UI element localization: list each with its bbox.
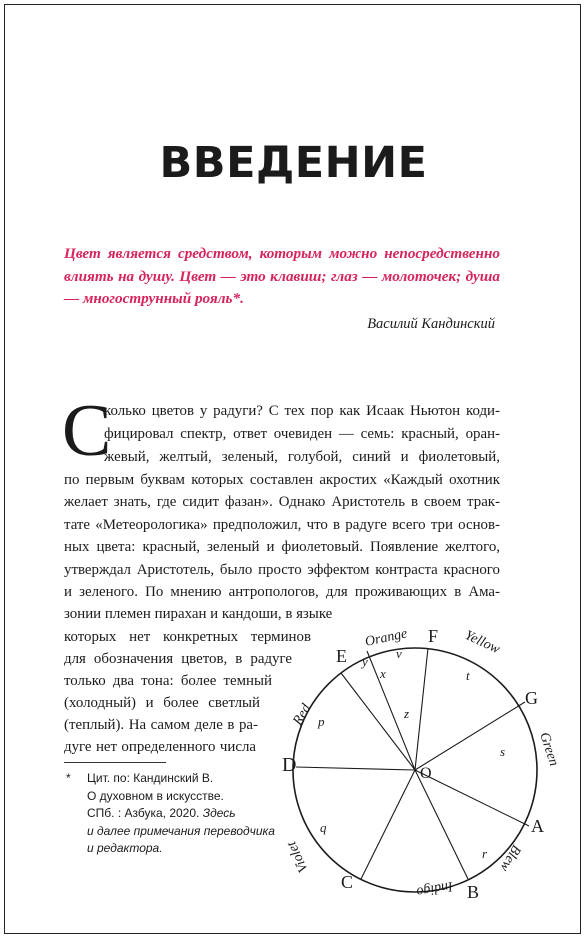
epigraph-quote: Цвет является средством, которым можно непосредственно влиять на душу. Цвет — это клавиш; глаз — молоточек; душа — многострунный рояль*. [64, 245, 500, 307]
drop-cap: С [62, 390, 112, 472]
footnote-mark: * [66, 771, 71, 785]
inner-label: v [396, 646, 402, 661]
radius-line [296, 767, 415, 770]
color-name: Indigo [415, 878, 454, 900]
footnote-line: Цит. по: Кандинский В. [87, 771, 214, 785]
point-label: G [525, 688, 538, 708]
body-line: ных цвета: красный, зеленый и фиолетовый. Появление желтого, [64, 539, 500, 555]
inner-label: z [404, 706, 410, 721]
inner-label: s [500, 744, 506, 759]
newton-color-wheel [268, 618, 568, 923]
body-line: фицировал спектр, ответ очевиден — семь: красный, оран- [104, 426, 500, 442]
footnote-italic: Здесь [202, 806, 236, 820]
footnote-line: О духовном в искусстве. [87, 788, 224, 803]
color-name: Orange [363, 626, 409, 650]
body-line: для обозначения цветов, в радуге [64, 651, 292, 667]
body-line: только два тона: более темный [64, 673, 272, 689]
body-line: и зеленого. По мнению антропологов, для проживающих в Ама- [64, 584, 500, 600]
color-name: Yellow [462, 628, 503, 658]
body-line: (теплый). На самом деле в ра- [64, 717, 258, 733]
inner-label: t [466, 668, 470, 683]
body-line: которых нет конкретных терминов [64, 629, 311, 645]
body-line: дуге нет определенного числа [64, 739, 256, 755]
radius-line [415, 770, 468, 879]
radius-line [361, 770, 415, 879]
body-line: (холодный) и более светлый [64, 695, 260, 711]
inner-label: x [380, 666, 386, 681]
chapter-title: ВВЕДЕНИЕ [159, 138, 428, 188]
footnote-italic: и далее примечания переводчика [87, 823, 275, 838]
radius-line [415, 702, 525, 770]
inner-label: y [362, 654, 368, 669]
footnote-line: СПб. : Азбука, 2020. [87, 806, 200, 820]
point-label: E [336, 646, 347, 666]
center-label: O [420, 765, 432, 782]
footnote-italic: и редактора. [87, 841, 163, 855]
point-label: C [341, 872, 354, 892]
body-line: желает знать, где сидит фазан». Однако Аристотель в своем трак- [64, 494, 500, 510]
point-label: B [467, 882, 480, 902]
radius-line [415, 648, 428, 770]
wheel-color-names [284, 626, 561, 899]
radius-line [341, 673, 415, 770]
footnote-divider [64, 762, 166, 763]
body-line: жевый, желтый, зеленый, голубой, синий и фиолетовый, [104, 449, 500, 465]
inner-label: q [320, 820, 327, 835]
radius-line [415, 770, 529, 826]
color-name: Red [290, 701, 315, 728]
epigraph-author: Василий Кандинский [367, 316, 495, 332]
point-label: D [282, 754, 297, 776]
inner-label: r [482, 846, 488, 861]
color-name: Violet [284, 838, 312, 875]
body-line: по первым буквам которых составлен акростих «Каждый охотник [64, 472, 500, 488]
point-label: F [428, 626, 439, 646]
body-line: тате «Метеорологика» предположил, что в радуге всего три основ- [64, 517, 500, 533]
body-line: зонии племен пирахан и кандоши, в языке [64, 606, 333, 622]
inner-label: p [318, 714, 325, 729]
color-name: Blew [496, 842, 524, 874]
color-name: Green [536, 730, 562, 769]
body-line: утверждал Аристотель, было просто эффектом контраста красного [64, 562, 500, 578]
body-line: колько цветов у радуги? С тех пор как Исаак Ньютон коди- [104, 403, 500, 419]
point-label: A [531, 816, 544, 836]
